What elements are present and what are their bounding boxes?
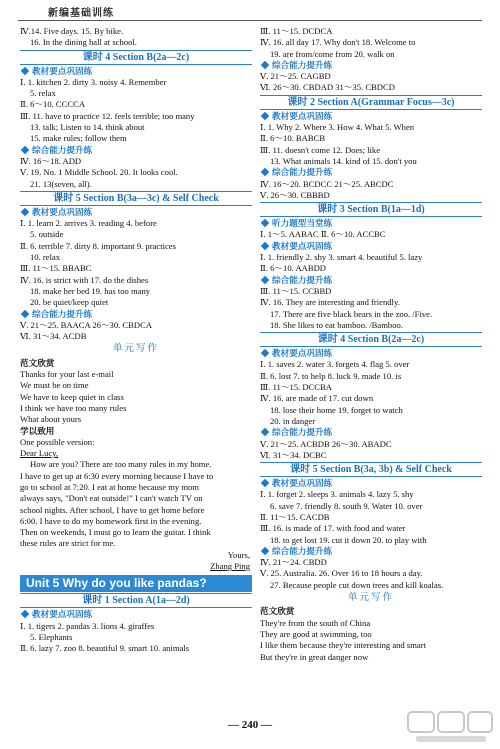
answer-line: 18. lose their home 19. forget to watch bbox=[270, 404, 403, 415]
section-heading: 课时 3 Section B(1a—1d) bbox=[260, 202, 482, 217]
category-label bbox=[260, 60, 482, 71]
answer-line: Ⅴ. 19. No. 1 Middle School. 20. It looks cool. bbox=[20, 167, 178, 178]
answer-line: Ⅲ. 11～15. BBABC bbox=[20, 263, 92, 274]
unit-banner: Unit 5 Why do you like pandas? bbox=[20, 575, 252, 592]
answer-line: Ⅴ. 21～25. ACBDB 26～30. ABADC bbox=[260, 438, 392, 449]
answer-line: Ⅳ. 16～18. ADD bbox=[20, 155, 82, 166]
answer-line: 18. make her bed 19. has too many bbox=[30, 285, 151, 296]
answer-line: 27. Because people cut down trees and kill koalas. bbox=[270, 579, 444, 590]
answer-line: One possible version: bbox=[20, 436, 95, 447]
category-text: 综合能力提升练 bbox=[272, 59, 333, 70]
signature-line: Yours, bbox=[227, 549, 250, 560]
answer-line: Ⅳ. 21～24. CBDD bbox=[260, 557, 327, 568]
answer-line: 5. relax bbox=[30, 88, 56, 99]
section-heading: 课时 4 Section B(2a—2c) bbox=[260, 332, 482, 347]
answer-line: Ⅰ. 1. friendly 2. shy 3. smart 4. beautiful 5. lazy bbox=[260, 252, 423, 263]
diamond-bullet-icon bbox=[21, 208, 29, 216]
writing-title: 单元写作 bbox=[112, 344, 159, 355]
answer-line: Ⅳ. 16. are made of 17. cut down bbox=[260, 393, 374, 404]
answer-line: Thanks for your last e-mail bbox=[20, 369, 114, 380]
diamond-bullet-icon bbox=[21, 66, 29, 74]
answer-line: Ⅱ. 6. lost 7. to help 8. luck 9. made 10. is bbox=[260, 370, 402, 381]
answer-line: 16. In the dining hall at school. bbox=[30, 37, 137, 48]
answer-line: Ⅲ. 11～15. CCBBD bbox=[260, 285, 332, 296]
answer-line: Ⅳ. 16. all day 17. Why don't 18. Welcome to bbox=[260, 37, 416, 48]
diamond-bullet-icon bbox=[21, 309, 29, 317]
section-heading: 课时 5 Section B(3a, 3b) & Self Check bbox=[260, 462, 482, 477]
answer-line: 10. relax bbox=[30, 252, 61, 263]
answer-line: Ⅵ. 31～34. DCBC bbox=[260, 449, 327, 460]
answer-line: Ⅱ. 6. lazy 7. zoo 8. beautiful 9. smart 10. animals bbox=[20, 643, 190, 654]
category-text: 综合能力提升练 bbox=[272, 427, 333, 438]
answer-line: 18. to get lost 19. cut it down 20. to play with bbox=[270, 534, 427, 545]
answer-line: Ⅲ. 16. is made of 17. with food and water bbox=[260, 523, 406, 534]
category-label bbox=[20, 609, 252, 620]
answer-line: They're from the south of China bbox=[260, 617, 371, 628]
answer-line: What about yours bbox=[20, 414, 82, 425]
diamond-bullet-icon bbox=[261, 428, 269, 436]
answer-line: 范文欣赏 bbox=[260, 606, 295, 617]
watermark-logo-icon bbox=[406, 708, 494, 746]
diamond-bullet-icon bbox=[261, 168, 269, 176]
diamond-bullet-icon bbox=[261, 547, 269, 555]
category-label bbox=[260, 546, 482, 557]
answer-line: I like them because they're interesting and smart bbox=[260, 640, 426, 651]
answer-line: Ⅱ. 6～10. CCCCA bbox=[20, 99, 86, 110]
category-label bbox=[260, 427, 482, 438]
category-text: 综合能力提升练 bbox=[272, 167, 333, 178]
answer-line: 5. outside bbox=[30, 229, 64, 240]
category-label bbox=[20, 145, 252, 156]
category-text: 综合能力提升练 bbox=[272, 545, 333, 556]
answer-line: Ⅲ. 11～15. DCCBA bbox=[260, 382, 332, 393]
answer-line: go to school at 7:20. I eat at home because my mom bbox=[20, 481, 199, 492]
diamond-bullet-icon bbox=[261, 242, 269, 250]
category-label bbox=[260, 478, 482, 489]
answer-line: 学以致用 bbox=[20, 425, 55, 436]
category-label bbox=[260, 111, 482, 122]
category-text: 教材要点巩固练 bbox=[272, 478, 333, 489]
answer-line: Ⅳ. 16. is strict with 17. do the dishes bbox=[20, 274, 149, 285]
category-text: 教材要点巩固练 bbox=[272, 348, 333, 359]
category-text: 综合能力提升练 bbox=[272, 274, 333, 285]
category-label bbox=[20, 309, 252, 320]
answer-line: Ⅰ. 1. Why 2. Where 3. How 4. What 5. When bbox=[260, 122, 415, 133]
section-heading: 课时 4 Section B(2a—2c) bbox=[20, 50, 252, 65]
answer-line: Ⅰ. 1. saves 2. water 3. forgets 4. flag 5. over bbox=[260, 359, 410, 370]
category-text: 听力题型当堂练 bbox=[272, 218, 333, 229]
answer-line: Ⅰ. 1. kitchen 2. dirty 3. noisy 4. Remember bbox=[20, 76, 167, 87]
section-heading: 课时 2 Section A(Grammar Focus—3c) bbox=[260, 95, 482, 110]
header-rule bbox=[18, 20, 482, 21]
diamond-bullet-icon bbox=[21, 610, 29, 618]
section-heading: 课时 5 Section B(3a—3c) & Self Check bbox=[20, 191, 252, 206]
answer-line: 6. save 7. friendly 8. south 9. Water 10. over bbox=[270, 500, 423, 511]
category-text: 教材要点巩固练 bbox=[272, 240, 333, 251]
category-text: 教材要点巩固练 bbox=[32, 609, 93, 620]
category-label bbox=[260, 241, 482, 252]
answer-line: I have to get up at 6:30 every morning because I have to bbox=[20, 470, 214, 481]
answer-line: Ⅴ. 21～25. CAGBD bbox=[260, 71, 331, 82]
answer-line: 20. be quiet/keep quiet bbox=[30, 297, 109, 308]
answer-line: Ⅲ. 11. doesn't come 12. Does; like bbox=[260, 144, 381, 155]
category-label bbox=[260, 275, 482, 286]
answer-line: How are you? There are too many rules in my home. bbox=[30, 459, 212, 470]
answer-line: these rules are strict for me. bbox=[20, 538, 116, 549]
answer-line: 21. 13(seven, all). bbox=[30, 178, 92, 189]
answer-line: Then on weekends, I must go to learn the guitar. I think bbox=[20, 527, 211, 538]
answer-line: Ⅳ. 16～20. BCDCC 21～25. ABCDC bbox=[260, 178, 394, 189]
diamond-bullet-icon bbox=[261, 349, 269, 357]
answer-line: Ⅴ. 26～30. CBBBD bbox=[260, 189, 330, 200]
answer-line: 6:00. I have to do my homework first in the evening. bbox=[20, 515, 202, 526]
category-text: 综合能力提升练 bbox=[32, 308, 93, 319]
answer-line: always says, "Don't eat outside!" I can't watch TV on bbox=[20, 493, 203, 504]
answer-line: Ⅴ. 21～25. BAACA 26～30. CBDCA bbox=[20, 319, 153, 330]
answer-line: 19. are from/come from 20. walk on bbox=[270, 48, 395, 59]
category-text: 教材要点巩固练 bbox=[272, 110, 333, 121]
answer-line: Ⅳ. 16. They are interesting and friendly. bbox=[260, 297, 400, 308]
answer-line: 17. There are five black bears in the zoo. /Five. bbox=[270, 308, 433, 319]
signature-line: Zhang Ping bbox=[210, 561, 250, 572]
answer-line: 20. in danger bbox=[270, 415, 316, 426]
header-brand: 新编基础训练 bbox=[48, 8, 114, 19]
answer-line: Ⅰ. 1～5. AABAC Ⅱ. 6～10. ACCBC bbox=[260, 229, 386, 240]
answer-line: Ⅱ. 6. terrible 7. dirty 8. important 9. practices bbox=[20, 240, 176, 251]
answer-line: 15. make rules; follow them bbox=[30, 133, 127, 144]
page-number: — 240 — bbox=[228, 719, 272, 731]
right-column bbox=[260, 26, 482, 663]
diamond-bullet-icon bbox=[261, 112, 269, 120]
answer-line: 18. She likes to eat bamboo. /Bamboo. bbox=[270, 319, 403, 330]
answer-line: 5. Elephants bbox=[30, 631, 73, 642]
writing-title: 单元写作 bbox=[347, 593, 394, 604]
left-column bbox=[20, 26, 252, 655]
answer-line: They are good at swimming, too bbox=[260, 628, 372, 639]
diamond-bullet-icon bbox=[261, 275, 269, 283]
answer-line: Ⅴ. 25. Australia. 26. Over 16 to 18 hours a day. bbox=[260, 568, 423, 579]
category-label bbox=[260, 348, 482, 359]
category-text: 教材要点巩固练 bbox=[32, 65, 93, 76]
answer-line: Dear Lucy, bbox=[20, 448, 59, 459]
category-text: 教材要点巩固练 bbox=[32, 206, 93, 217]
answer-line: Ⅲ. 11. have to practice 12. feels terrible; too many bbox=[20, 110, 195, 121]
section-heading: 课时 1 Section A(1a—2d) bbox=[20, 593, 252, 608]
answer-line: Ⅲ. 11～15. DCDCA bbox=[260, 26, 333, 36]
answer-line: Ⅰ. 1. tigers 2. pandas 3. lions 4. giraffes bbox=[20, 620, 155, 631]
answer-line: Ⅱ. 6～10. AABDD bbox=[260, 263, 327, 274]
answer-line: Ⅳ.14. Five days. 15. By bike. bbox=[20, 26, 124, 36]
diamond-bullet-icon bbox=[261, 479, 269, 487]
category-label bbox=[20, 66, 252, 77]
category-text: 综合能力提升练 bbox=[32, 144, 93, 155]
answer-line: We have to keep quiet in class bbox=[20, 391, 124, 402]
answer-line: Ⅰ. 1. forget 2. sleeps 3. animals 4. lazy 5. shy bbox=[260, 489, 414, 500]
category-label bbox=[260, 218, 482, 229]
answer-line: Ⅱ. 11～15. CACDB bbox=[260, 511, 330, 522]
answer-line: Ⅵ. 26～30. CBDAD 31～35. CBDCD bbox=[260, 82, 395, 93]
category-label bbox=[260, 167, 482, 178]
diamond-bullet-icon bbox=[21, 145, 29, 153]
diamond-bullet-icon bbox=[261, 61, 269, 69]
answer-line: Ⅵ. 31～34. ACDB bbox=[20, 331, 87, 342]
answer-line: 范文欣赏 bbox=[20, 357, 55, 368]
answer-line: school nights. After school, I have to get home before bbox=[20, 504, 205, 515]
answer-line: Ⅰ. 1. learn 2. arrives 3. reading 4. before bbox=[20, 218, 157, 229]
answer-line: We must be on time bbox=[20, 380, 89, 391]
answer-line: 13. What animals 14. kind of 15. don't you bbox=[270, 155, 417, 166]
answer-line: 13. talk; Listen to 14. think about bbox=[30, 122, 145, 133]
answer-line: Ⅱ. 6～10. BABCB bbox=[260, 133, 326, 144]
category-label bbox=[20, 207, 252, 218]
answer-line: But they're in great danger now bbox=[260, 651, 369, 662]
answer-line: I think we have too many rules bbox=[20, 402, 127, 413]
diamond-bullet-icon bbox=[261, 219, 269, 227]
